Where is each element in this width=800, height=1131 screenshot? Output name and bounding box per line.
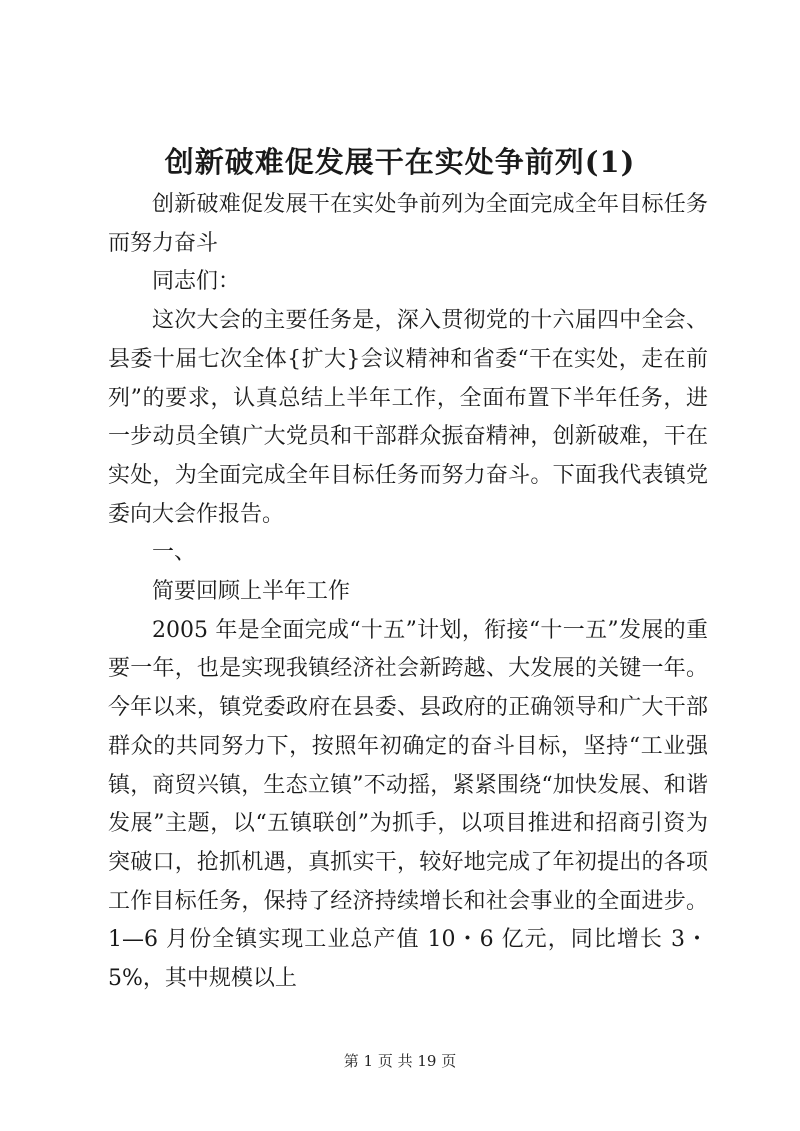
section-number: 一、	[152, 540, 197, 566]
paragraph-salutation: 同志们：	[152, 269, 241, 295]
page-footer: 第 1 页 共 19 页	[343, 1052, 457, 1070]
paragraph-intro: 这次大会的主要任务是，深入贯彻党的十六届四中全会、县委十届七次全体{扩大}会议精神和省委“干在实处，走在前列”的要求，认真总结上半年工作，全面布置下半年任务，进一步动员全镇广大党员和干部群众振奋精神，创新破难，干在实处，为全面完成全年目标任务而努力奋斗。下面我代表镇党委向大会作报告。	[108, 308, 708, 527]
paragraph-subtitle: 创新破难促发展干在实处争前列为全面完成全年目标任务而努力奋斗	[108, 192, 708, 256]
section-heading: 简要回顾上半年工作	[152, 579, 351, 605]
paragraph-review: 2005 年是全面完成“十五”计划，衔接“十一五”发展的重要一年，也是实现我镇经济社会新跨越、大发展的关键一年。今年以来，镇党委政府在县委、县政府的正确领导和广大干部群众的共同努力下，按照年初确定的奋斗目标，坚持“工业强镇，商贸兴镇，生态立镇”不动摇，紧紧围绕“加快发展、和谐发展”主题，以“五镇联创”为抓手，以项目推进和招商引资为突破口，抢抓机遇，真抓实干，较好地完成了年初提出的各项工作目标任务，保持了经济持续增长和社会事业的全面进步。1—6 月份全镇实现工业总产值 10・6 亿元，同比增长 3・5%，其中规模以上	[108, 617, 708, 992]
document-title: 创新破难促发展干在实处争前列(1)	[164, 145, 636, 179]
document-body	[108, 186, 708, 999]
